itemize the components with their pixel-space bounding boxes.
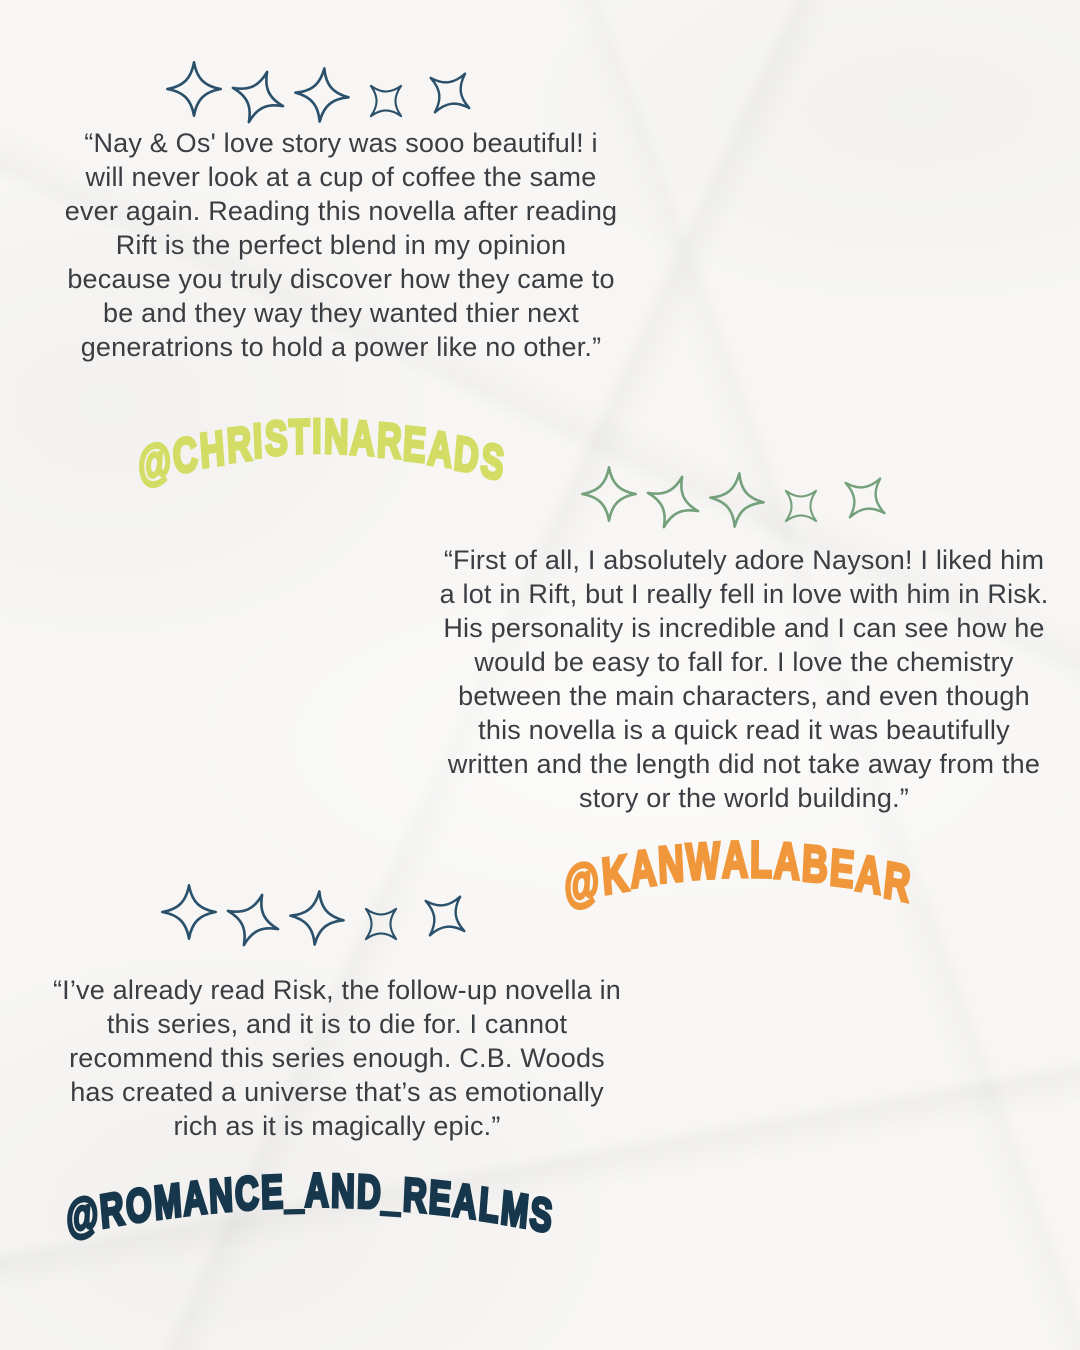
sparkle-star-icon (580, 465, 638, 523)
reviewer-handle (122, 410, 522, 493)
sparkle-star-icon (221, 60, 295, 134)
sparkle-star-icon (353, 68, 419, 134)
sparkle-star-icon (768, 473, 834, 539)
review-quote: “First of all, I absolutely adore Nayson! I liked him a lot in Rift, but I really fell in love with him in Risk. His personality is incredible and I can see how he would be easy to fall for. I love the chemistry between the main characters, and even though this novella is a quick read it was beautifully written and the length did not take away from the story or the world building.” (439, 545, 1049, 813)
sparkle-star-icon (636, 465, 710, 539)
review-quote: “Nay & Os' love story was sooo beautiful! i will never look at a cup of coffee the same ever again. Reading this novella after reading Rift is the perfect blend in my opinion because you truly discover how they came to be and they way they wanted thier next generatrions to hold a power like no other.” (64, 128, 618, 362)
sparkle-star-icon (348, 891, 414, 957)
sparkle-star-icon (216, 883, 290, 957)
sparkle-star-icon (160, 883, 218, 941)
reviewer-handle (548, 829, 928, 915)
reviewer-handle-text: @ C H R I S T I N A R E A D S (135, 410, 509, 493)
sparkle-star-icon (828, 461, 903, 536)
sparkle-star-icon (286, 887, 349, 950)
stars-row (165, 60, 485, 118)
stars-row (160, 883, 480, 941)
sparkle-star-icon (706, 469, 769, 532)
reviewer-handle (60, 1164, 560, 1244)
sparkle-star-icon (408, 879, 483, 954)
reviewer-handle-text: @ K A N W A L A B E A R (561, 829, 915, 915)
stars-row (580, 465, 900, 523)
reviewer-handle-text: @ R O M A N C E _ A N D _ R E A L M S (63, 1164, 557, 1244)
sparkle-star-icon (291, 64, 354, 127)
sparkle-star-icon (165, 60, 223, 118)
sparkle-star-icon (413, 56, 488, 131)
review-quote: “I’ve already read Risk, the follow-up novella in this series, and it is to die for. I cannot recommend this series enough. C.B. Woods has created a universe that’s as emotionally rich as it is magically epic.” (52, 975, 622, 1141)
